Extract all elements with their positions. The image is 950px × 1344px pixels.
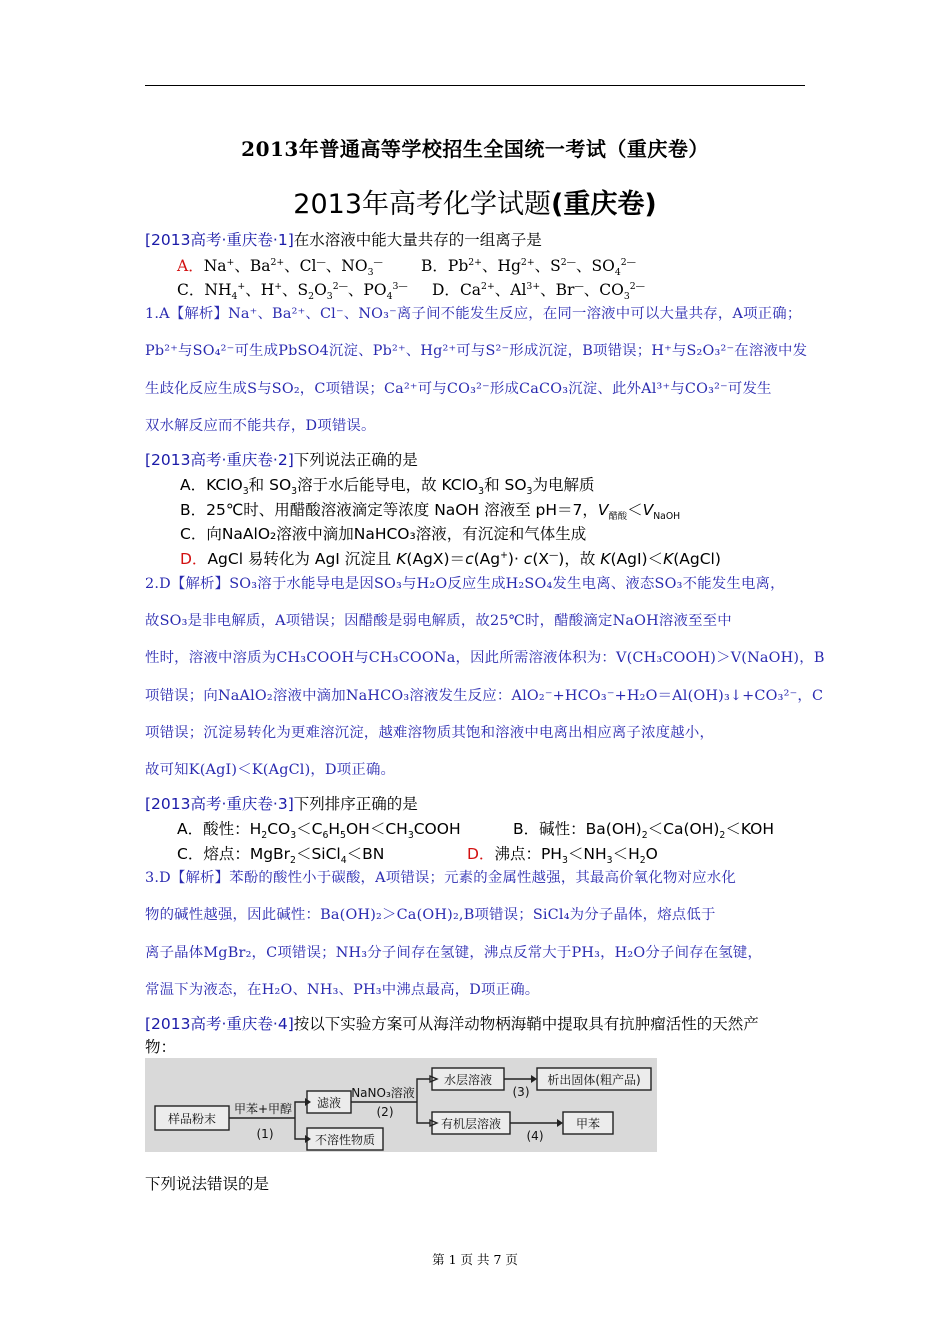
flow-aqueous-label: 水层溶液 bbox=[443, 1073, 493, 1087]
q3-stem-text: 下列排序正确的是 bbox=[293, 795, 418, 813]
q1-option-c-letter: C． bbox=[177, 281, 205, 299]
flow-insoluble-label: 不溶性物质 bbox=[314, 1133, 376, 1147]
q1-answer-line: 双水解反应而不能共存，D项错误。 bbox=[145, 418, 376, 434]
q1-answer-line: Pb²⁺与SO₄²⁻可生成PbSO4沉淀、Pb²⁺、Hg²⁺可与S²⁻形成沉淀，B项错误；H⁺与S₂O₃²⁻在溶液中发 bbox=[145, 343, 808, 359]
flow-organic-label: 有机层溶液 bbox=[440, 1117, 502, 1131]
q2-stem bbox=[145, 448, 418, 470]
q3-answer-line: 常温下为液态，在H₂O、NH₃、PH₃中沸点最高，D项正确。 bbox=[145, 982, 540, 998]
q2-answer-line: 故SO₃是非电解质，A项错误；因醋酸是弱电解质，故25℃时，醋酸滴定NaOH溶液至至中 bbox=[145, 613, 732, 629]
q3-stem bbox=[145, 792, 418, 814]
q3-option-b: B．碱性：$Ba(OH)_2<Ca(OH)_2<KOH$ bbox=[513, 820, 775, 842]
q1-option-b-letter: B． bbox=[421, 257, 448, 275]
q4-stem bbox=[145, 1012, 759, 1034]
q2-answer-line: 性时，溶液中溶质为CH₃COOH与CH₃COONa，因此所需溶液体积为：V(CH₃COOH)＞V(NaOH)，B bbox=[145, 650, 825, 666]
extraction-flowchart bbox=[145, 1058, 657, 1152]
q3-option-a: A．酸性：$H_2CO_3<C_6H_5OH<CH_3COOH$ bbox=[177, 820, 461, 842]
q1-tag: [2013高考·重庆卷·1] bbox=[145, 231, 294, 249]
flow-step2-label: (2) bbox=[376, 1105, 394, 1119]
q2-option-c: C．向NaAlO₂溶液中滴加NaHCO₃溶液，有沉淀和气体生成 bbox=[180, 525, 587, 543]
q3-answer-line: 3.D【解析】苯酚的酸性小于碳酸，A项错误；元素的金属性越强，其最高价氧化物对应水化 bbox=[145, 870, 736, 886]
q2-answer-line: 项错误；向NaAlO₂溶液中滴加NaHCO₃溶液发生反应：AlO₂⁻+HCO₃⁻+H₂O＝Al(OH)₃↓+CO₃²⁻，C bbox=[145, 688, 824, 704]
header-rule bbox=[145, 85, 805, 86]
q1-option-c: C．$NH_4^+$、H+、$S_2O_3^{2—}$、$PO_4^{3—}$ bbox=[177, 280, 408, 303]
flow-step1-label: (1) bbox=[256, 1127, 274, 1141]
q2-answer-line: 2.D【解析】SO₃溶于水能导电是因SO₃与H₂O反应生成H₂SO₄发生电离、液态SO₃不能发生电离， bbox=[145, 576, 785, 592]
q3-answer-line: 离子晶体MgBr₂，C项错误；NH₃分子间存在氢键，沸点反常大于PH₃，H₂O分子间存在氢键， bbox=[145, 945, 763, 961]
q2-tag: [2013高考·重庆卷·2] bbox=[145, 451, 294, 469]
flow-nano3-label: NaNO₃溶液 bbox=[351, 1086, 415, 1100]
q3-answer-line: 物的碱性越强，因此碱性：Ba(OH)₂＞Ca(OH)₂,B项错误；SiCl₄为分子晶体，熔点低于 bbox=[145, 907, 716, 923]
q1-answer-line: 生歧化反应生成S与SO₂，C项错误；Ca²⁺可与CO₃²⁻形成CaCO₃沉淀、此外Al³⁺与CO₃²⁻可发生 bbox=[145, 381, 772, 397]
q2-stem-text: 下列说法正确的是 bbox=[293, 451, 418, 469]
q2-option-d: D．AgCl 易转化为 AgI 沉淀且 K(AgX)＝c(Ag+)· c(X—)，故 K(AgI)＜K(AgCl) bbox=[180, 549, 721, 568]
q4-followup: 下列说法错误的是 bbox=[145, 1175, 270, 1193]
exam-title: 2013年普通高等学校招生全国统一考试（重庆卷） bbox=[241, 137, 709, 161]
q1-option-a-letter: A． bbox=[177, 257, 204, 275]
paper-title-main: 2013年高考化学试题 bbox=[293, 189, 552, 220]
flow-toluene-label: 甲苯 bbox=[575, 1117, 601, 1131]
q1-stem bbox=[145, 228, 542, 250]
flow-sample-label: 样品粉末 bbox=[167, 1112, 217, 1126]
q3-option-d: D．沸点：$PH_3<NH_3<H_2O$ bbox=[467, 845, 658, 867]
q2-option-a: A．KClO$_3$和 $SO_3$溶于水后能导电，故 KClO$_3$和 $SO_3$为电解质 bbox=[180, 476, 595, 498]
q3-tag: [2013高考·重庆卷·3] bbox=[145, 795, 294, 813]
paper-title-region: (重庆卷) bbox=[551, 189, 657, 220]
flow-step3-label: (3) bbox=[512, 1085, 530, 1099]
paper-title bbox=[0, 182, 950, 221]
flow-filtrate-label: 滤液 bbox=[316, 1096, 342, 1110]
q1-option-b: B．$Pb^{2+}$、$Hg^{2+}$、$S^{2—}$、$SO_4^{2—}$ bbox=[421, 256, 636, 279]
q1-option-d: D．$Ca^{2+}$、$Al^{3+}$、Br—、$CO_3^{2—}$ bbox=[432, 280, 645, 303]
q1-option-a: A．Na+、$Ba^{2+}$、Cl—、$NO_3^—$ bbox=[177, 256, 383, 279]
q4-stem-cont: 物： bbox=[145, 1038, 177, 1056]
q3-option-c: C．熔点：MgBr$_2$＜SiCl$_4$＜BN bbox=[177, 845, 385, 867]
flow-step4-label: (4) bbox=[526, 1129, 544, 1143]
q1-answer-line: 1.A【解析】Na⁺、Ba²⁺、Cl⁻、NO₃⁻离子间不能发生反应，在同一溶液中可以大量共存，A项正确； bbox=[145, 306, 802, 322]
flow-product-label: 析出固体(粗产品) bbox=[547, 1073, 641, 1087]
flow-reagent-label: 甲苯+甲醇 bbox=[233, 1102, 293, 1116]
q4-tag: [2013高考·重庆卷·4] bbox=[145, 1015, 294, 1033]
page-footer: 第 1 页 共 7 页 bbox=[432, 1252, 518, 1267]
q2-answer-line: 项错误；沉淀易转化为更难溶沉淀，越难溶物质其饱和溶液中电离出相应离子浓度越小， bbox=[145, 725, 715, 741]
q1-option-d-letter: D． bbox=[432, 281, 460, 299]
q2-option-b: B．25℃时、用醋酸溶液滴定等浓度 NaOH 溶液至 pH＝7，$V_{醋酸}<V_{NaOH}$ bbox=[180, 501, 681, 523]
q2-answer-line: 故可知K(AgI)＜K(AgCl)，D项正确。 bbox=[145, 762, 396, 778]
q1-stem-text: 在水溶液中能大量共存的一组离子是 bbox=[293, 231, 542, 249]
q4-stem-text: 按以下实验方案可从海洋动物柄海鞘中提取具有抗肿瘤活性的天然产 bbox=[293, 1015, 759, 1033]
